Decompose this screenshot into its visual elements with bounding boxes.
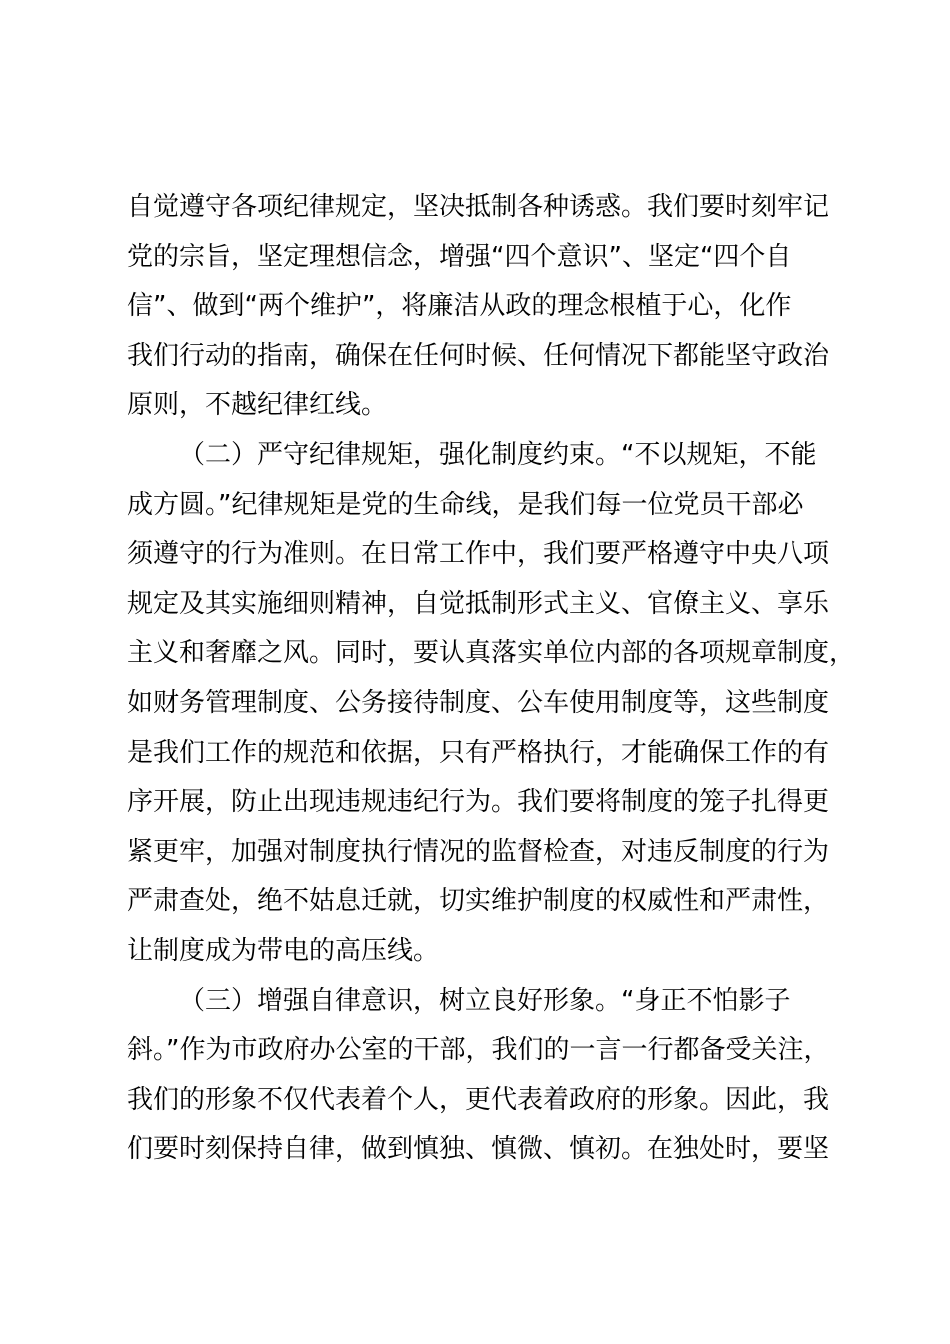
text-line: （二）严守纪律规矩，强化制度约束。“不以规矩，不能 <box>179 439 817 470</box>
text-line: （三）增强自律意识，树立良好形象。“身正不怕影子 <box>179 985 791 1016</box>
text-line: 规定及其实施细则精神，自觉抵制形式主义、官僚主义、享乐 <box>127 588 830 619</box>
text-line: 让制度成为带电的高压线。 <box>127 935 440 966</box>
text-line: 原则，不越纪律红线。 <box>127 390 388 421</box>
text-line: 成方圆。”纪律规矩是党的生命线，是我们每一位党员干部必 <box>127 489 804 520</box>
text-line: 是我们工作的规范和依据，只有严格执行，才能确保工作的有 <box>127 737 830 768</box>
text-line: 斜。”作为市政府办公室的干部，我们的一言一行都备受关注， <box>127 1035 830 1066</box>
text-line: 我们行动的指南，确保在任何时候、任何情况下都能坚守政治 <box>127 340 830 371</box>
text-line: 信”、做到“两个维护”，将廉洁从政的理念根植于心，化作 <box>127 291 792 322</box>
text-line: 我们的形象不仅代表着个人，更代表着政府的形象。因此，我 <box>127 1084 830 1115</box>
text-line: 紧更牢，加强对制度执行情况的监督检查，对违反制度的行为 <box>127 836 830 867</box>
text-line: 序开展，防止出现违规违纪行为。我们要将制度的笼子扎得更 <box>127 787 830 818</box>
text-line: 党的宗旨，坚定理想信念，增强“四个意识”、坚定“四个自 <box>127 241 792 272</box>
text-line: 须遵守的行为准则。在日常工作中，我们要严格遵守中央八项 <box>127 539 830 570</box>
text-line: 自觉遵守各项纪律规定，坚决抵制各种诱惑。我们要时刻牢记 <box>127 192 830 222</box>
text-line: 严肃查处，绝不姑息迁就，切实维护制度的权威性和严肃性， <box>127 886 830 917</box>
text-line: 如财务管理制度、公务接待制度、公车使用制度等，这些制度 <box>127 687 830 718</box>
document-body <box>127 183 856 1175</box>
text-line: 们要时刻保持自律，做到慎独、慎微、慎初。在独处时，要坚 <box>127 1134 830 1165</box>
text-line: 主义和奢靡之风。同时，要认真落实单位内部的各项规章制度， <box>127 638 856 669</box>
